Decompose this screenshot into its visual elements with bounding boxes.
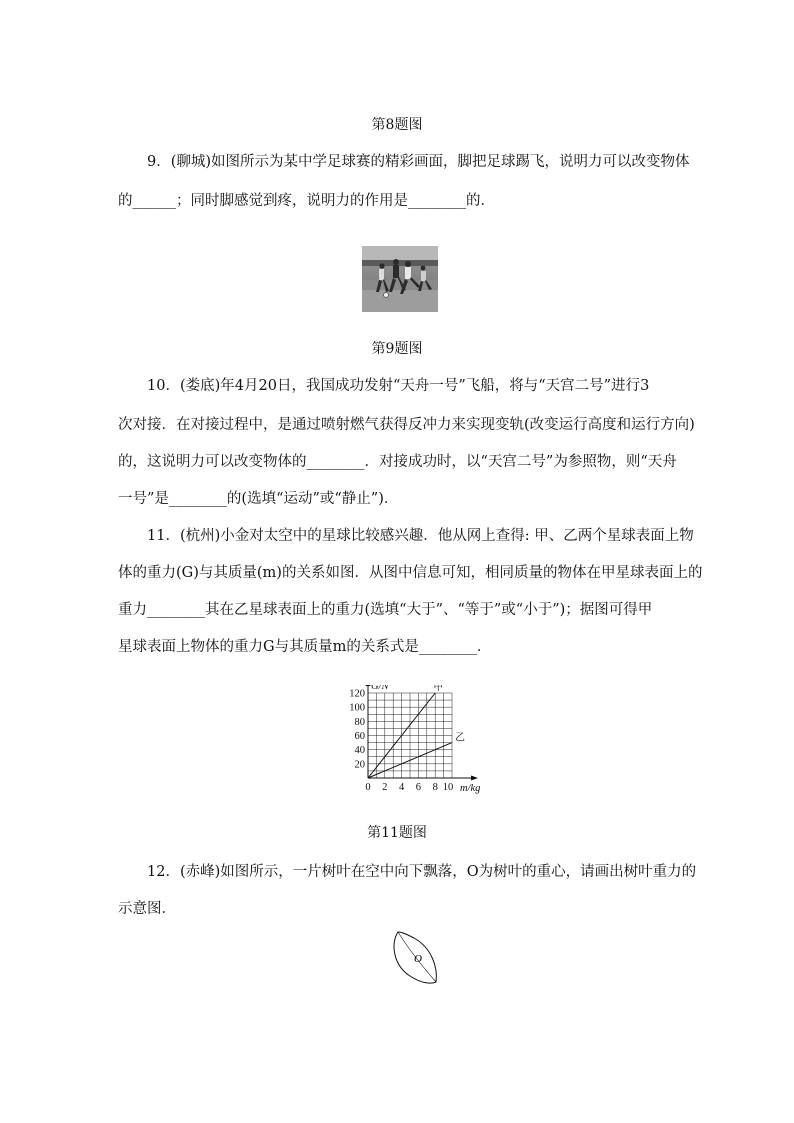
q11-line-1: 11．(杭州)小金对太空中的星球比较感兴趣．他从网上查得: 甲、乙两个星球表面上物 [147,528,694,544]
x-tick-label: 2 [382,782,388,793]
y-tick-label: 100 [349,702,365,714]
q10-line-3: 的，这说明力可以改变物体的________．对接成功时，以“天宫二号”为参照物，则“天舟 [118,454,677,470]
q11-line-2: 体的重力(G)与其质量(m)的关系如图．从图中信息可知，相同质量的物体在甲星球表面上的 [118,565,703,581]
q11-line-3: 重力________其在乙星球表面上的重力(选填“大于”、“等于”或“小于”)；据图可得甲 [118,602,653,618]
x-tick-label: 10 [442,782,454,793]
y-tick-label: 80 [354,716,365,728]
x-tick-label: 4 [398,782,405,793]
x-axis-label: m/kg [460,783,481,794]
q9-line-1: 9．(聊城)如图所示为某中学足球赛的精彩画面，脚把足球踢飞，说明力可以改变物体 [147,154,690,170]
series-label: 乙 [455,732,465,744]
q10-line-4: 一号”是________的(选填“运动”或“静止”)． [118,491,399,507]
q12-line-2: 示意图． [118,901,176,917]
figure-caption-q9: 第9题图 [371,341,423,357]
football-photo [362,246,438,312]
figure-caption-q8: 第8题图 [371,117,423,133]
y-axis-arrow [366,685,371,686]
y-tick-label: 60 [354,731,365,742]
y-tick-label: 120 [349,688,365,700]
q11-line-4: 星球表面上物体的重力G与其质量m的关系式是________． [118,639,492,655]
x-tick-label: 0 [365,782,371,793]
leaf-figure [388,928,446,986]
x-axis-arrow [471,776,478,781]
y-tick-label: 20 [354,759,365,771]
q10-line-1: 10．(娄底)年4月20日，我国成功发射“天舟一号”飞船，将与“天宫二号”进行3 [147,378,650,394]
q12-line-1: 12．(赤峰)如图所示，一片树叶在空中向下飘落，O为树叶的重心，请画出树叶重力的 [147,864,697,880]
x-tick-label: 8 [432,782,438,793]
gravity-mass-chart [340,685,500,803]
x-tick-label: 6 [415,782,422,793]
q10-line-2: 次对接．在对接过程中，是通过喷射燃气获得反冲力来实现变轨(改变运行高度和运行方向) [118,417,695,433]
figure-caption-q11: 第11题图 [367,825,427,841]
y-axis-label: G/N [371,685,389,692]
y-tick-label: 40 [354,745,365,757]
leaf-center-label: O [414,953,422,965]
chart-svg [340,685,500,803]
series-label: 甲 [433,685,444,693]
q9-line-2: 的______；同时脚感觉到疼，说明力的作用是________的． [118,193,495,209]
